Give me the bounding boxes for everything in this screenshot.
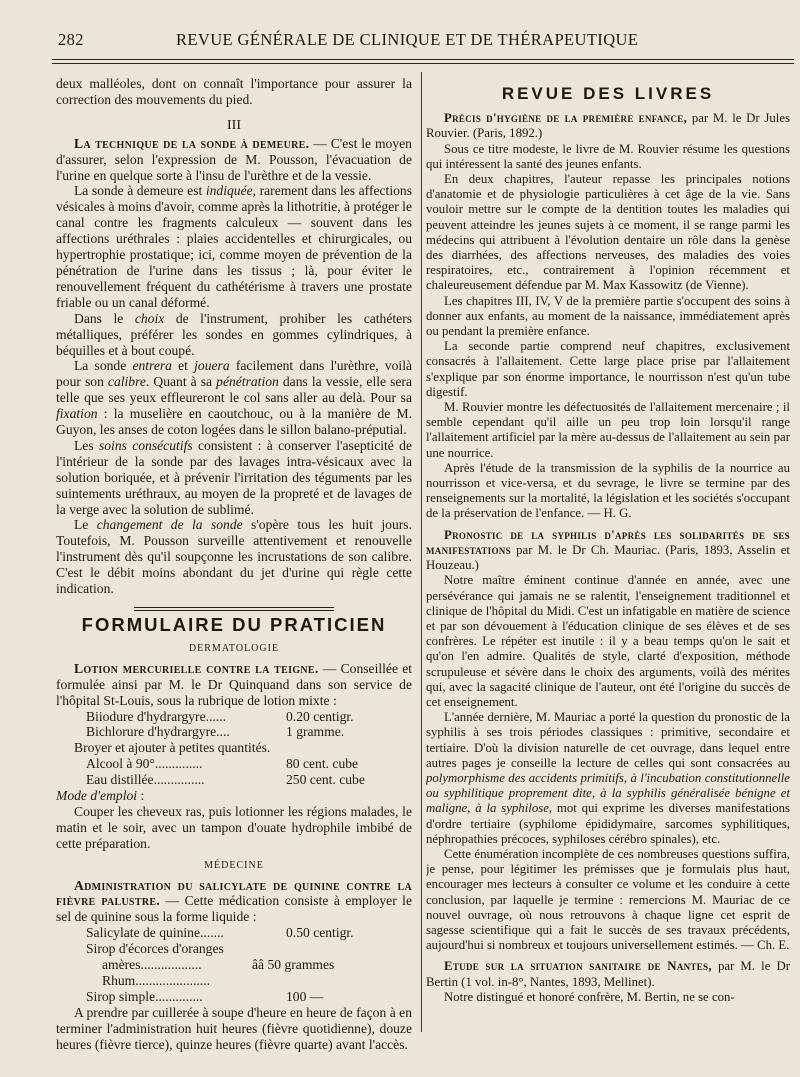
recipe-line: Sirop d'écorces d'oranges (86, 941, 224, 957)
review-paragraph: La seconde partie comprend neuf chapitres, exclusivement consacrés à l'allaitement. Cette large place prise par l'allaitement s'explique par son énorme importance, le nourrisson n'est qu'un tube digestif. (426, 339, 790, 399)
column-divider (421, 72, 422, 1032)
recipe-line: Alcool à 90°.............. 80 cent. cube (86, 756, 359, 772)
paragraph-lotion: Lotion mercurielle contre la teigne. — Conseillée et formulée ainsi par M. le Dr Quinquand dans son service de l'hôpital St-Louis, sous la rubrique de lotion mixte : (56, 660, 412, 708)
running-header (58, 30, 786, 54)
recipe-line: Biiodure d'hydrargyre...... 0.20 centigr. (86, 708, 354, 724)
paragraph-salicylate: Administration du salicylate de quinine contre la fièvre palustre. — Cette médication consiste à employer le sel de quinine sous la forme liquide : (56, 877, 412, 925)
recipe-line: Eau distillée............... 250 cent. cube (86, 772, 365, 788)
paragraph-calibre: La sonde entrera et jouera facilement dans l'urèthre, voilà pour son calibre. Quant à sa pénétration dans la vessie, elle sera telle que ses yeux effleureront le col sans aller au delà. Pour sa fixation : la muselière en caoutchouc, ou à la manière de M. Guyon, les anses de coton logées dans le sillon balano-préputial. (56, 358, 412, 438)
paragraph-final: A prendre par cuillerée à soupe d'heure en heure de façon à en terminer l'administration huit heures (fièvre quotidienne), douze heures (fièvre tierce), quinze heures (fièvre quarte) avant l'accès. (56, 1004, 412, 1052)
paragraph-continuation: deux malléoles, dont on connaît l'importance pour assurer la correction des mouvements du pied. (56, 76, 412, 107)
review-paragraph: Les chapitres III, IV, V de la première partie s'occupent des soins à donner aux enfants, au moment de la naissance, immédiatement après ou pendant la première enfance. (426, 293, 790, 339)
formulaire-title: FORMULAIRE DU PRATICIEN (81, 614, 387, 635)
journal-title: REVUE GÉNÉRALE DE CLINIQUE ET DE THÉRAPEUTIQUE (176, 30, 639, 49)
review-paragraph: M. Rouvier montre les défectuosités de l'allaitement mercenaire ; il semble cependant qu'il aille un peu trop loin lorsqu'il range l'allaitement artificiel par la mère au-dessus de l'allaitement au sein par une nourrice. (426, 400, 790, 460)
paragraph-indications: La sonde à demeure est indiquée, rarement dans les affections vésicales à moins d'avoir, comme après la lithotritie, à protéger le canal contre les fragments calculeux — souvent dans les affections uréthrales : plaies accidentelles et chirurgicales, ou hypertrophie prostatique; ici, comme moyen de prévention de la pénétration de l'urine dans les tissus ; là, pour éviter le renouvellement fréquent du cathétérisme à travers une prostate friable ou un canal déformé. (56, 183, 412, 310)
review-hygiene-heading: Précis d'hygiène de la première enfance, par M. le Dr Jules Rouvier. (Paris, 1892.) (426, 111, 790, 141)
paragraph-lead: La technique de la sonde à demeure. (74, 135, 310, 151)
mode-emploi-label: Mode d'emploi : (56, 788, 145, 803)
review-nantes-heading: Etude sur la situation sanitaire de Nantes, par M. le Dr Bertin (1 vol. in-8°, Nantes, 1893, Mellinet). (426, 959, 790, 989)
review-paragraph: Après l'étude de la transmission de la syphilis de la nourrice au nourrisson et vice-versa, et du sevrage, le livre se termine par des renseignements sur la mortalité, la législation et les sociétés s'occupant de la préservation de l'enfance. — H. G. (426, 460, 790, 521)
review-paragraph: Notre distingué et honoré confrère, M. Bertin, ne se con- (444, 989, 735, 1004)
section-number: III (227, 117, 241, 133)
paragraph-changement: Le changement de la sonde s'opère tous les huit jours. Toutefois, M. Pousson surveille attentivement et renouvelle l'instrument dès qu'il soupçonne les incrustations de son calibre. C'est le débit moins abondant du jet d'urine qui règle cette indication. (56, 517, 412, 597)
review-paragraph: L'année dernière, M. Mauriac a porté la question du pronostic de la syphilis à ses trois périodes classiques : primitive, secondaire et tertiaire. D'où la division naturelle de cet ouvrage, dans lequel entre autres pages je conseille la lecture de celles qui sont consacrées au polymorphisme des accidents primitifs, à l'incubation constitutionnelle ou syphilitique proprement dite, à la syphilis généralisée bénigne et maligne, à la syphilose, mot qui exprime les diverses manifestations d'ordre tertiaire (syphilome épididymaire, sarcomes syphilitiques, néphropathies précoces, syphiloses cérébro spinales), etc. (426, 710, 790, 846)
paragraph-choix: Dans le choix de l'instrument, prohiber les cathéters métalliques, préférer les sondes en gommes cylindriques, à béquilles et à bout coupé. (56, 310, 412, 358)
review-paragraph: Notre maître éminent continue d'année en année, avec une persévérance qui jamais ne se ralentit, l'enseignement traditionnel et clinique de l'hôpital du Midi. C'est un infatigable en matière de science et par son dévouement à l'éducation clinique de ses élèves et de ses confrères. Le répéter est inutile : il y a beau temps qu'on le sait et qu'on l'en admire. Qualités de style, clarté d'exposition, méthode scrupuleuse et sévère dans le choix des arguments, voilà des mérites qui, avec la sagacité clinique de l'auteur, ont été l'origine du succès de cet enseignement. (426, 573, 790, 709)
review-syphilis-heading: Pronostic de la syphilis d'après les solidarités de ses manifestations par M. le Dr Ch. Mauriac. (Paris, 1893, Asselin et Houzeau.) (426, 527, 790, 573)
recipe-line: Rhum...................... (102, 972, 210, 988)
review-paragraph: En deux chapitres, l'auteur repasse les principales notions d'anatomie et de physiologie particulières à cet âge de la vie. Sans vouloir mettre sur le compte de la dentition toutes les maladies qui peuvent atteindre les jeunes sujets à ce moment, il se range parmi les médecins qui attribuent à l'évolution dentaire un rôle dans la genèse des diarrhées, des affections nerveuses, des maladies des voies respiratoires, etc., contrairement à l'opinion récemment et chaleureusement défendue par M. Max Kassowitz (de Vienne). (426, 172, 790, 293)
subsection-dermatologie: DERMATOLOGIE (188, 642, 280, 654)
header-rule-thin (52, 63, 794, 64)
right-column (426, 86, 790, 1005)
header-rule (52, 59, 794, 60)
paragraph-mode-emploi: Couper les cheveux ras, puis lotionner les régions malades, le matin et le soir, avec un tampon d'ouate hydrophile imbibé de cette préparation. (56, 803, 412, 851)
subsection-medecine: MÉDECINE (204, 859, 264, 871)
recipe-line: amères.................. ââ 50 grammes (102, 957, 335, 973)
revue-des-livres-title: REVUE DES LIVRES (501, 86, 715, 103)
review-paragraph: Sous ce titre modeste, le livre de M. Rouvier résume les questions qui intéressent la santé des jeunes enfants. (426, 141, 790, 171)
review-paragraph: Cette énumération incomplète de ces nombreuses questions suffira, je pense, pour légitimer les prémisses que je formulais plus haut, encourager mes lecteurs à consulter ce volume et les conduire à cette conclusion, par laquelle je termine : remercions M. Mauriac de ce nouvel ouvrage, où nous retrouvons à chaque ligne cet esprit de sagesse scientifique qui a fait le succès de ses travaux précédents, aujourd'hui si nombreux et toujours universellement estimés. — Ch. E. (426, 846, 790, 953)
page-number: 282 (58, 30, 84, 49)
paragraph-sonde-technique: La technique de la sonde à demeure. — C'est le moyen d'assurer, selon l'expression de M. Pousson, l'évacuation de l'urine en quelque sorte à l'insu de l'urèthre et de la vessie. (56, 135, 412, 183)
left-column (56, 76, 412, 1052)
recipe-line: Sirop simple.............. 100 — (86, 988, 324, 1004)
recipe-line: Bichlorure d'hydrargyre.... 1 gramme. (86, 724, 345, 740)
paragraph-broyer: Broyer et ajouter à petites quantités. (74, 740, 271, 756)
section-separator (134, 607, 334, 611)
recipe-line: Salicylate de quinine....... 0.50 centigr. (86, 925, 354, 941)
paragraph-soins: Les soins consécutifs consistent : à conserver l'asepticité de l'intérieur de la sonde par des lavages intra-vésicaux avec la solution boriquée, et à prévenir l'irritation des téguments par les suintements uréthraux, au moyen de la propreté et de lavages de la verge avec la solution de sublimé. (56, 437, 412, 517)
